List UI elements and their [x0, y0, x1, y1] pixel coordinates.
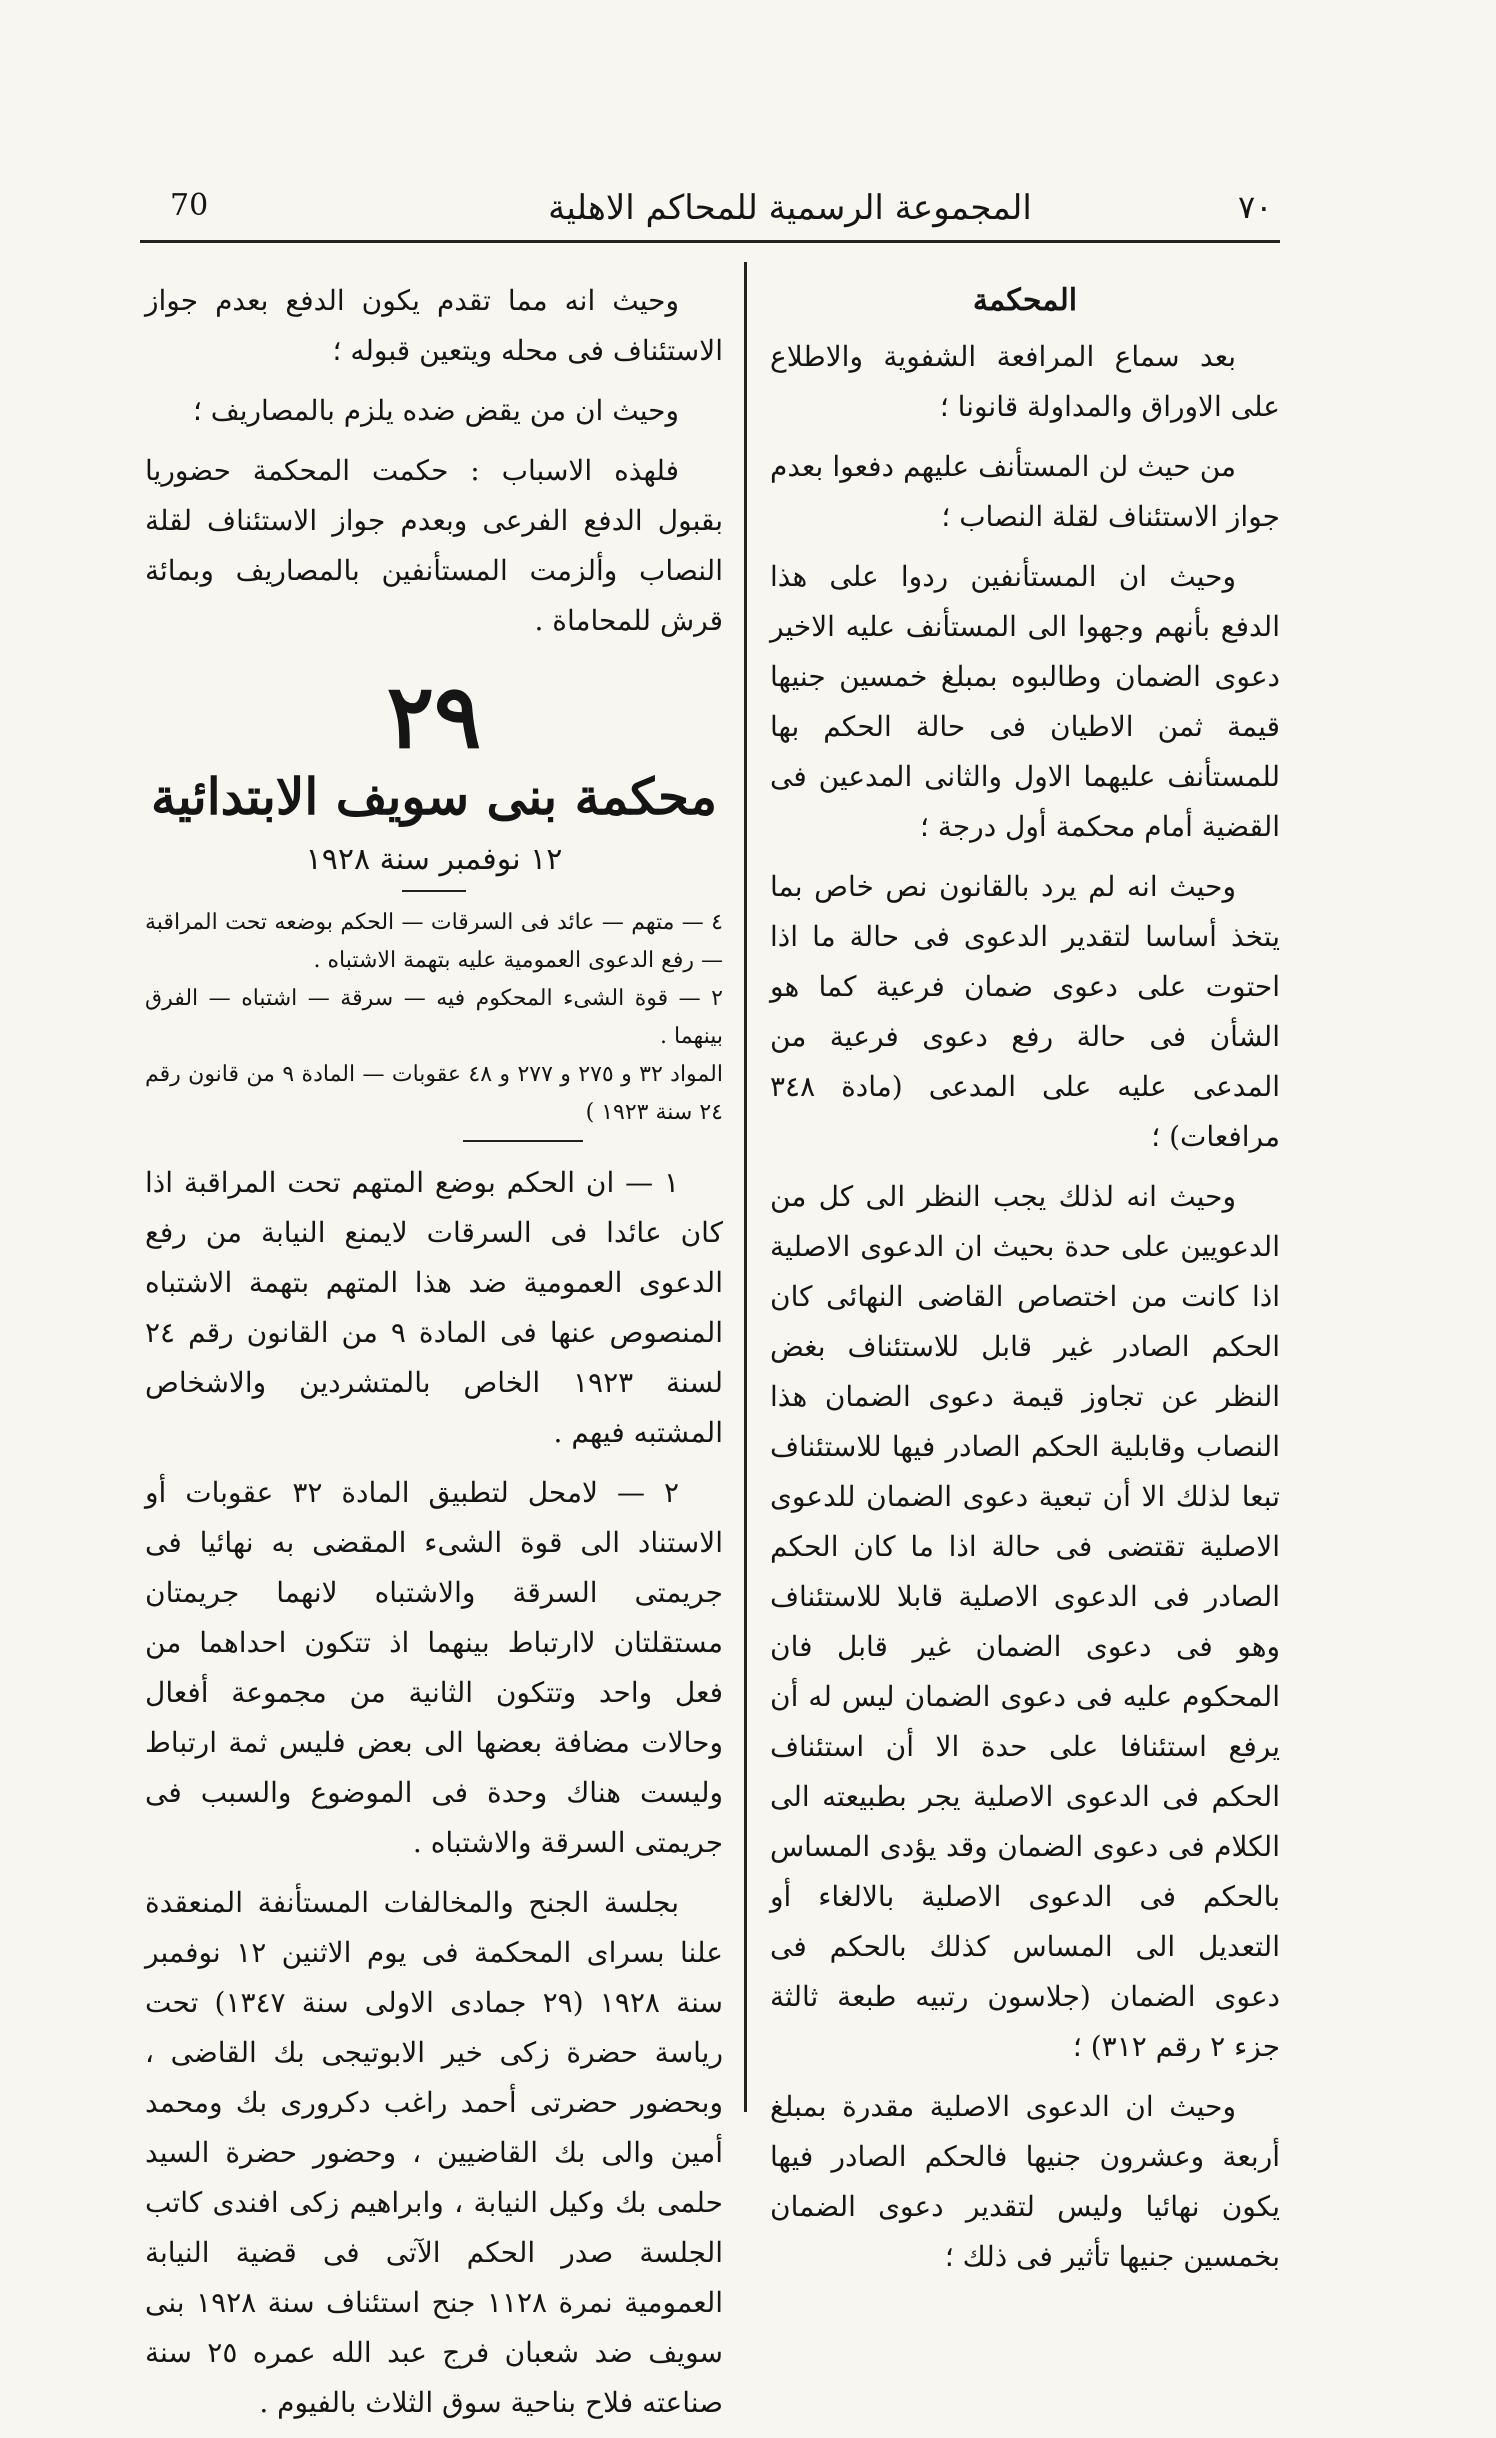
section-title: المحكمة — [972, 283, 1078, 318]
left-column — [145, 276, 723, 2438]
summary-line: المواد ٣٢ و ٢٧٥ و ٢٧٧ و ٤٨ عقوبات — المادة ٩ من قانون رقم ٢٤ سنة ١٩٢٣ ) — [145, 1062, 723, 1125]
paragraph: وحيث ان من يقض ضده يلزم بالمصاريف ؛ — [192, 394, 679, 427]
court-name: محكمة بنى سويف الابتدائية — [150, 767, 718, 826]
separator — [463, 1140, 583, 1142]
principle-paragraph: ١ — ان الحكم بوضع المتهم تحت المراقبة اذا كان عائدا فى السرقات لايمنع النيابة من رفع الدعوى العمومية ضد هذا المتهم بتهمة الاشتباه المنصوص عنها فى المادة ٩ من القانون رقم ٢٤ لسنة ١٩٢٣ الخاص بالمتشردين والاشخاص المشتبه فيهم . — [145, 1166, 723, 1449]
case-number: ٢٩ — [386, 664, 482, 768]
paragraph: وحيث انه لذلك يجب النظر الى كل من الدعويين على حدة بحيث ان الدعوى الاصلية اذا كانت من اختصاص القاضى النهائى كان الحكم الصادر غير قابل للاستئناف بغض النظر عن تجاوز قيمة دعوى الضمان هذا النصاب وقابلية الحكم الصادر فيها للاستئناف تبعا لذلك الا أن تبعية دعوى الضمان للدعوى الاصلية تقتضى فى حالة اذا ما كان الحكم الصادر فى الدعوى الاصلية قابلا للاستئناف وهو فى دعوى الضمان غير قابل فان المحكوم عليه فى دعوى الضمان ليس له أن يرفع استئنافا على حدة الا أن استئناف الحكم فى الدعوى الاصلية يجر بطبيعته الى الكلام فى دعوى الضمان وقد يؤدى المساس بالحكم فى الدعوى الاصلية بالالغاء أو التعديل الى المساس كذلك بالحكم فى دعوى الضمان (جلاسون رتبيه طبعة ثالثة جزء ٢ رقم ٣١٢) ؛ — [770, 1180, 1280, 2063]
paragraph: وحيث انه لم يرد بالقانون نص خاص بما يتخذ أساسا لتقدير الدعوى فى حالة ما اذا احتوت على دعوى ضمان فرعية كما هو الشأن فى حالة رفع دعوى فرعية من المدعى عليه على المدعى (مادة ٣٤٨ مرافعات) ؛ — [770, 870, 1280, 1153]
separator — [402, 890, 466, 892]
principle-paragraph: ٢ — لامحل لتطبيق المادة ٣٢ عقوبات أو الاستناد الى قوة الشىء المقضى به نهائيا فى جريمتى السرقة والاشتباه لانهما جريمتان مستقلتان لاارتباط بينهما اذ تتكون احداهما من فعل واحد وتتكون الثانية من مجموعة أفعال وحالات مضافة بعضها الى بعض فليس ثمة ارتباط وليست هناك وحدة فى الموضوع والسبب فى جريمتى السرقة والاشتباه . — [145, 1476, 723, 1859]
summary-line: ٤ — متهم — عائد فى السرقات — الحكم بوضعه تحت المراقبة — رفع الدعوى العمومية عليه بتهمة الاشتباه . — [145, 910, 723, 973]
paragraph: وحيث ان المستأنفين ردوا على هذا الدفع بأنهم وجهوا الى المستأنف عليه الاخير دعوى الضمان وطالبوه بمبلغ خمسين جنيها قيمة ثمن الاطيان فى حالة الحكم بها للمستأنف عليهما الاول والثانى المدعين فى القضية أمام محكمة أول درجة ؛ — [770, 560, 1280, 843]
paragraph: من حيث لن المستأنف عليهم دفعوا بعدم جواز الاستئناف لقلة النصاب ؛ — [770, 450, 1280, 533]
running-header-title: المجموعة الرسمية للمحاكم الاهلية — [548, 188, 1032, 228]
page-number-latin: 70 — [170, 188, 209, 223]
paragraph: وحيث ان الدعوى الاصلية مقدرة بمبلغ أربعة وعشرون جنيها فالحكم الصادر فيها يكون نهائيا وليس لتقدير دعوى الضمان بخمسين جنيها تأثير فى ذلك ؛ — [770, 2090, 1280, 2273]
summary-line: ٢ — قوة الشىء المحكوم فيه — سرقة — اشتباه — الفرق بينهما . — [145, 986, 723, 1049]
paragraph: وحيث انه مما تقدم يكون الدفع بعدم جواز الاستئناف فى محله ويتعين قبوله ؛ — [145, 284, 723, 367]
header-rule — [140, 240, 1280, 243]
ruling-paragraph: فلهذه الاسباب : حكمت المحكمة حضوريا بقبول الدفع الفرعى وبعدم جواز الاستئناف لقلة النصاب وألزمت المستأنفين بالمصاريف وبمائة قرش للمحاماة . — [145, 454, 723, 637]
column-divider — [744, 262, 747, 2112]
case-date: ١٢ نوفمبر سنة ١٩٢٨ — [305, 842, 563, 877]
page-number-arabic: ٧٠ — [1238, 188, 1273, 226]
session-paragraph: بجلسة الجنح والمخالفات المستأنفة المنعقدة علنا بسراى المحكمة فى يوم الاثنين ١٢ نوفمبر سنة ١٩٢٨ (٢٩ جمادى الاولى سنة ١٣٤٧) تحت رياسة حضرة زكى خير الابوتيجى بك القاضى ، وبحضور حضرتى أحمد راغب دكرورى بك ومحمد أمين والى بك القاضيين ، وحضور حضرة السيد حلمى بك وكيل النيابة ، وابراهيم زكى افندى كاتب الجلسة صدر الحكم الآتى فى قضية النيابة العمومية نمرة ١١٢٨ جنح استئناف سنة ١٩٢٨ بنى سويف ضد شعبان فرج عبد الله عمره ٢٥ سنة صناعته فلاح بناحية سوق الثلاث بالفيوم . — [145, 1886, 724, 2419]
paragraph: بعد سماع المرافعة الشفوية والاطلاع على الاوراق والمداولة قانونا ؛ — [770, 340, 1280, 423]
right-column — [770, 276, 1280, 2292]
